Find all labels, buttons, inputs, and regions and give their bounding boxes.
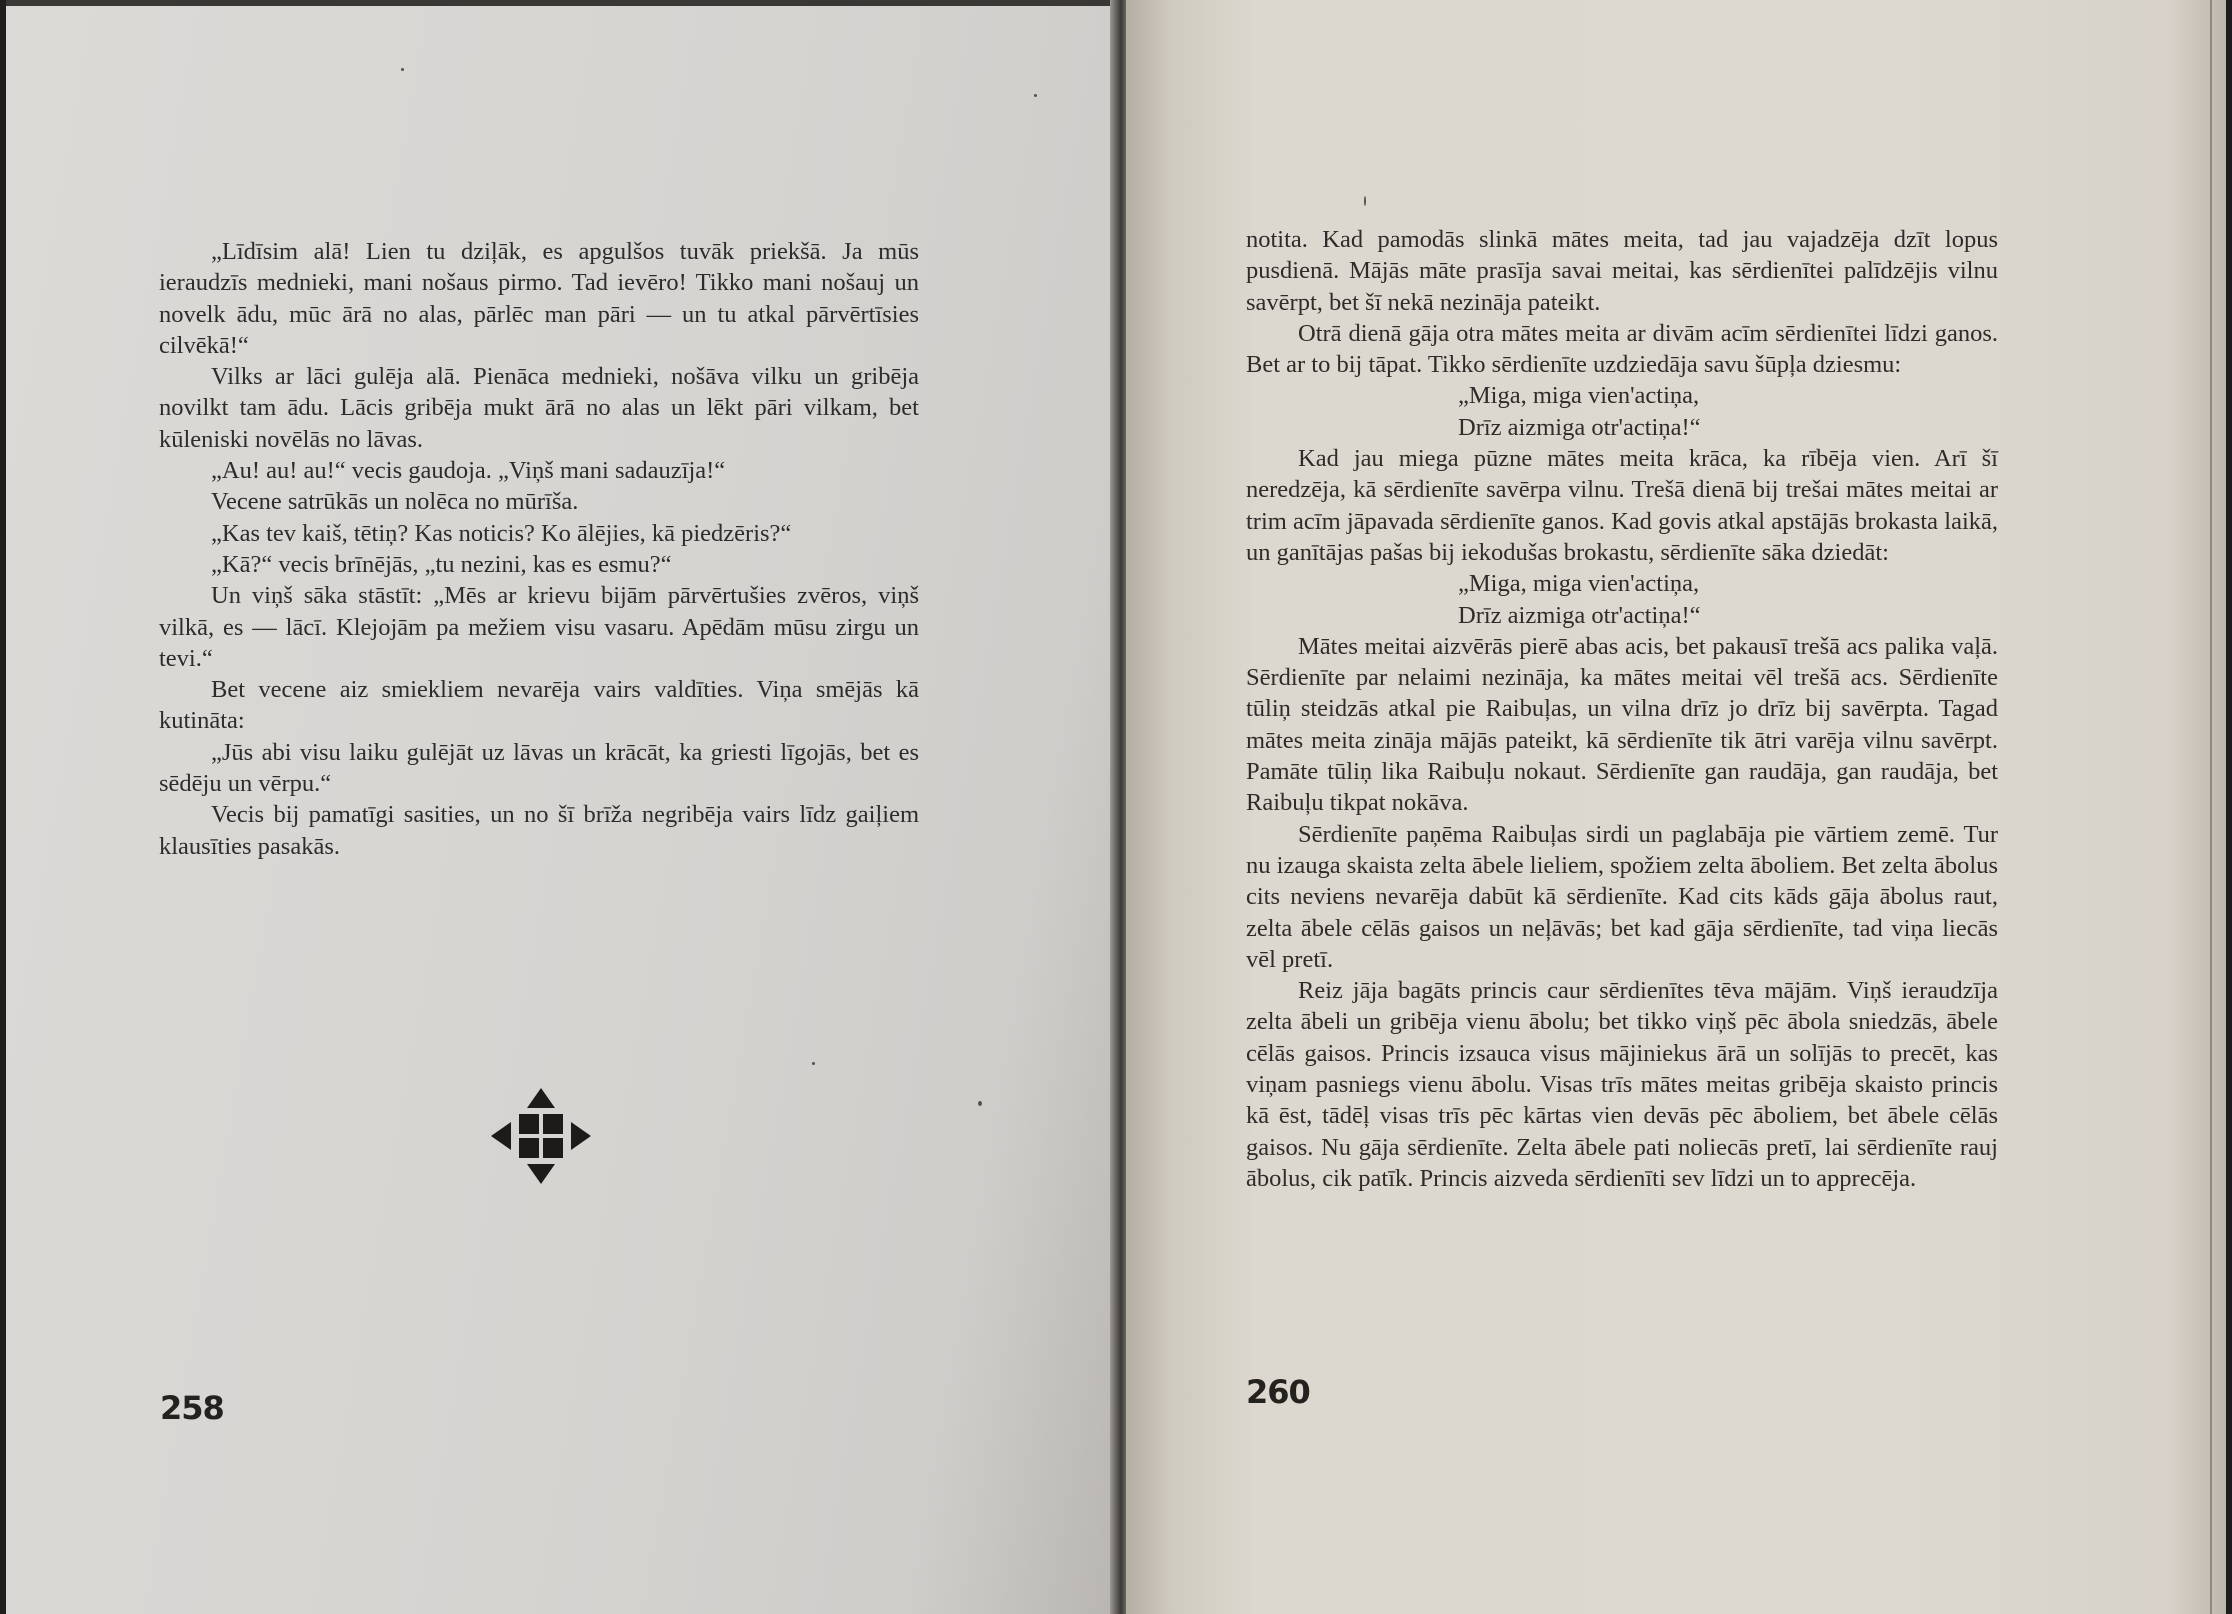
left-paragraph: „Līdīsim alā! Lien tu dziļāk, es apgulšos tuvāk priekšā. Ja mūs ieraudzīs mednieki, mani nošaus pirmo. Tad ievēro! Tikko mani nošauj un novelk ādu, mūc ārā no alas, pārlēc man pāri — un tu atkal pārvērtīsies cilvēkā!“ <box>159 238 919 359</box>
verse-line: Drīz aizmiga otr'actiņa!“ <box>1458 413 1701 441</box>
paper-speck <box>978 1101 982 1106</box>
right-paragraph: Sērdienīte paņēma Raibuļas sirdi un paglabāja pie vārtiem zemē. Tur nu izauga skaista zelta ābele lieliem, spožiem zelta āboliem. Bet zelta ābolus cits neviens nevarēja dabūt kā sērdienīte. Kad cits kāds gāja ābolus raut, zelta ābele cēlās gaisos un neļāvās; bet kad gāja sērdienīte, tad viņa liecās vēl pretī. <box>1246 820 1998 973</box>
paper-speck <box>1364 196 1366 206</box>
verse-line: „Miga, miga vien'actiņa, <box>1458 570 1700 598</box>
left-paragraph: Un viņš sāka stāstīt: „Mēs ar krievu bijām pārvērtušies zvēros, viņš vilkā, es — lācī. Klejojām pa mežiem visu vasaru. Apēdām mūsu zirgu un tevi.“ <box>159 582 919 672</box>
right-paragraph: Otrā dienā gāja otra mātes meita ar divām acīm sērdienītei līdzi ganos. Bet ar to bij tāpat. Tikko sērdienīte uzdziedāja savu šūpļa dziesmu: <box>1246 319 1998 379</box>
left-page-text <box>159 236 919 862</box>
right-paragraph: Kad jau miega pūzne mātes meita krāca, ka rībēja vien. Arī šī neredzēja, kā sērdienīte savērpa vilnu. Trešā dienā bij trešai mātes meitai ar trim acīm jāpavada sērdienīte ganos. Kad govis atkal apstājās brokasta laikā, un ganītājas pašas bij iekodušas brokastu, sērdienīte sāka dziedāt: <box>1246 445 1998 566</box>
right-paragraph: Mātes meitai aizvērās pierē abas acis, bet pakausī trešā acs palika vaļā. Sērdienīte par nelaimi nezināja, ka mātes meitai vēl trešā acs. Sērdienīte tūliņ steidzās atkal pie Raibuļas, un vilna drīz jo drīz bij savērpta. Tagad mātes meita zināja mājās pateikt, kā sērdienīte tik ātri varēja vilnu savērpt. Pamāte tūliņ lika Raibuļu nokaut. Sērdienīte gan raudāja, gan raudāja, bet Raibuļu tikpat nokāva. <box>1246 632 1998 817</box>
page-number: 260 <box>1246 1373 1310 1411</box>
left-paragraph: Vilks ar lāci gulēja alā. Pienāca mednieki, nošāva vilku un gribēja novilkt tam ādu. Lācis gribēja mukt ārā no alas un lēkt pāri vilkam, bet kūleniski novēlās no lāvas. <box>159 363 919 453</box>
right-paragraph: notita. Kad pamodās slinkā mātes meita, tad jau vajadzēja dzīt lopus pusdienā. Mājās māte prasīja savai meitai, kas sērdienītei palīdzējis vilnu savērpt, bet šī nekā nezināja pateikt. <box>1246 226 1998 316</box>
left-paragraph: „Kā?“ vecis brīnējās, „tu nezini, kas es esmu?“ <box>211 550 672 578</box>
left-page <box>6 0 1116 1614</box>
verse-line: Drīz aizmiga otr'actiņa!“ <box>1458 601 1701 629</box>
left-paragraph: Vecis bij pamatīgi sasities, un no šī brīža negribēja vairs līdz gaiļiem klausīties pasakās. <box>159 801 919 860</box>
page-number: 258 <box>160 1389 224 1427</box>
right-page <box>1126 0 2226 1614</box>
left-paragraph: „Jūs abi visu laiku gulējāt uz lāvas un krācāt, ka griesti līgojās, bet es sēdēju un vērpu.“ <box>159 738 919 798</box>
diamond-arrows-ornament-icon <box>491 1088 591 1184</box>
right-paragraph: Reiz jāja bagāts princis caur sērdienītes tēva mājām. Viņš ieraudzīja zelta ābeli un gribēja vienu ābolu; bet tikko viņš pēc ābola sniedzās, ābele cēlās gaisos. Princis izsauca visus mājiniekus ārā un solījās to precēt, kas viņam pasniegs vienu ābolu. Visas trīs mātes meitas gribēja skaisto princis kā ēst, tādēļ visas trīs pēc kārtas vien devās pēc āboliem, bet ābele cēlās gaisos. Nu gāja sērdienīte. Zelta ābele pati noliecās pretī, lai sērdienīte rauj ābolus, cik patīk. Princis aizveda sērdienīti sev līdzi un to apprecēja. <box>1246 977 1998 1192</box>
verse-line: „Miga, miga vien'actiņa, <box>1458 382 1700 410</box>
paper-speck <box>812 1062 815 1065</box>
page-edge <box>2210 0 2212 1614</box>
paper-speck <box>1034 94 1037 97</box>
right-page-text <box>1246 224 1998 1194</box>
paper-speck <box>401 68 404 71</box>
left-paragraph: „Kas tev kaiš, tētiņ? Kas noticis? Ko ālējies, kā piedzēris?“ <box>211 519 792 547</box>
left-paragraph: „Au! au! au!“ vecis gaudoja. „Viņš mani sadauzīja!“ <box>211 457 726 485</box>
left-paragraph: Vecene satrūkās un nolēca no mūrīša. <box>211 488 579 516</box>
left-paragraph: Bet vecene aiz smiekliem nevarēja vairs valdīties. Viņa smējās kā kutināta: <box>159 676 919 735</box>
